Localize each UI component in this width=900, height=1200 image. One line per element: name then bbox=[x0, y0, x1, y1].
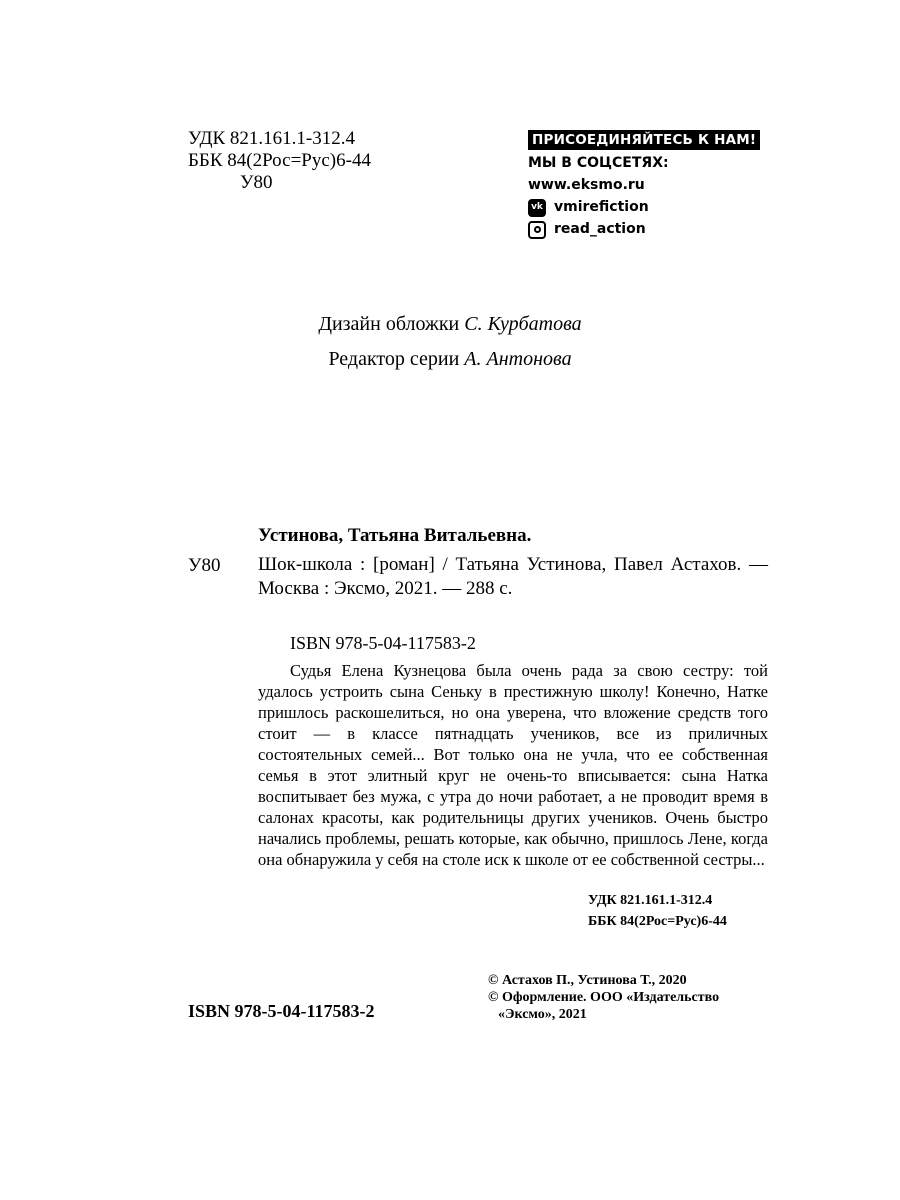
instagram-handle: read_action bbox=[554, 221, 646, 237]
editor-role: Редактор серии bbox=[328, 348, 460, 370]
copyright-authors: © Астахов П., Устинова Т., 2020 bbox=[488, 973, 687, 988]
copyright-block bbox=[488, 972, 719, 1023]
website-link[interactable]: www.eksmo.ru bbox=[528, 177, 645, 193]
annotation: Судья Елена Кузнецова была очень рада за свою сестру: той удалось устроить сына Сеньку в престижную школу! Конечно, Натке пришлось раскошелиться, но она уверена, что вложение средств того стоит — в классе пятнадцать учеников, все из приличных состоятельных семей... Вот только она не учла, что ее собственная семья в этот элитный круг не очень-то вписывается: сына Натка воспитывает без мужа, с утра до ночи работает, а не проводит время в салонах красоты, как родительницы других учеников. Очень быстро начались проблемы, решать которые, как обычно, пришлось Лене, когда она обнаружила у себя на столе иск к школе от ее собственной сестры... bbox=[258, 661, 768, 869]
author-mark: У80 bbox=[240, 172, 273, 193]
copyright-design: © Оформление. ООО «Издательство bbox=[488, 990, 720, 1005]
record-udk: УДК 821.161.1-312.4 bbox=[588, 893, 713, 908]
bibliographic-description: Шок-школа : [роман] / Татьяна Устинова, Павел Астахов. — Москва : Эксмо, 2021. — 288 с. bbox=[258, 554, 768, 599]
instagram-link[interactable] bbox=[528, 221, 760, 238]
social-heading: МЫ В СОЦСЕТЯХ: bbox=[528, 155, 669, 171]
isbn-bottom: ISBN 978-5-04-117583-2 bbox=[188, 1001, 375, 1021]
instagram-icon bbox=[528, 221, 546, 239]
record-author: Устинова, Татьяна Витальевна. bbox=[258, 525, 532, 546]
record-code: У80 bbox=[188, 555, 221, 576]
bbk-code: ББК 84(2Рос=Рус)6-44 bbox=[188, 150, 371, 171]
record-isbn: ISBN 978-5-04-117583-2 bbox=[290, 633, 476, 653]
series-editor: А. Антонова bbox=[464, 348, 572, 370]
vk-icon: vk bbox=[528, 199, 546, 217]
top-classification bbox=[188, 128, 371, 194]
record-classification bbox=[588, 890, 727, 932]
copyright-publisher: «Эксмо», 2021 bbox=[498, 1007, 587, 1022]
record-bbk: ББК 84(2Рос=Рус)6-44 bbox=[588, 914, 727, 929]
cover-design-credit bbox=[0, 313, 900, 336]
cover-designer: С. Курбатова bbox=[464, 313, 582, 335]
udk-code: УДК 821.161.1-312.4 bbox=[188, 128, 355, 149]
vk-link[interactable] bbox=[528, 199, 760, 216]
cover-role: Дизайн обложки bbox=[318, 313, 460, 335]
join-us-banner: ПРИСОЕДИНЯЙТЕСЬ К НАМ! bbox=[528, 130, 760, 150]
vk-handle: vmirefiction bbox=[554, 199, 649, 215]
series-editor-credit bbox=[0, 348, 900, 371]
social-block bbox=[528, 130, 760, 238]
